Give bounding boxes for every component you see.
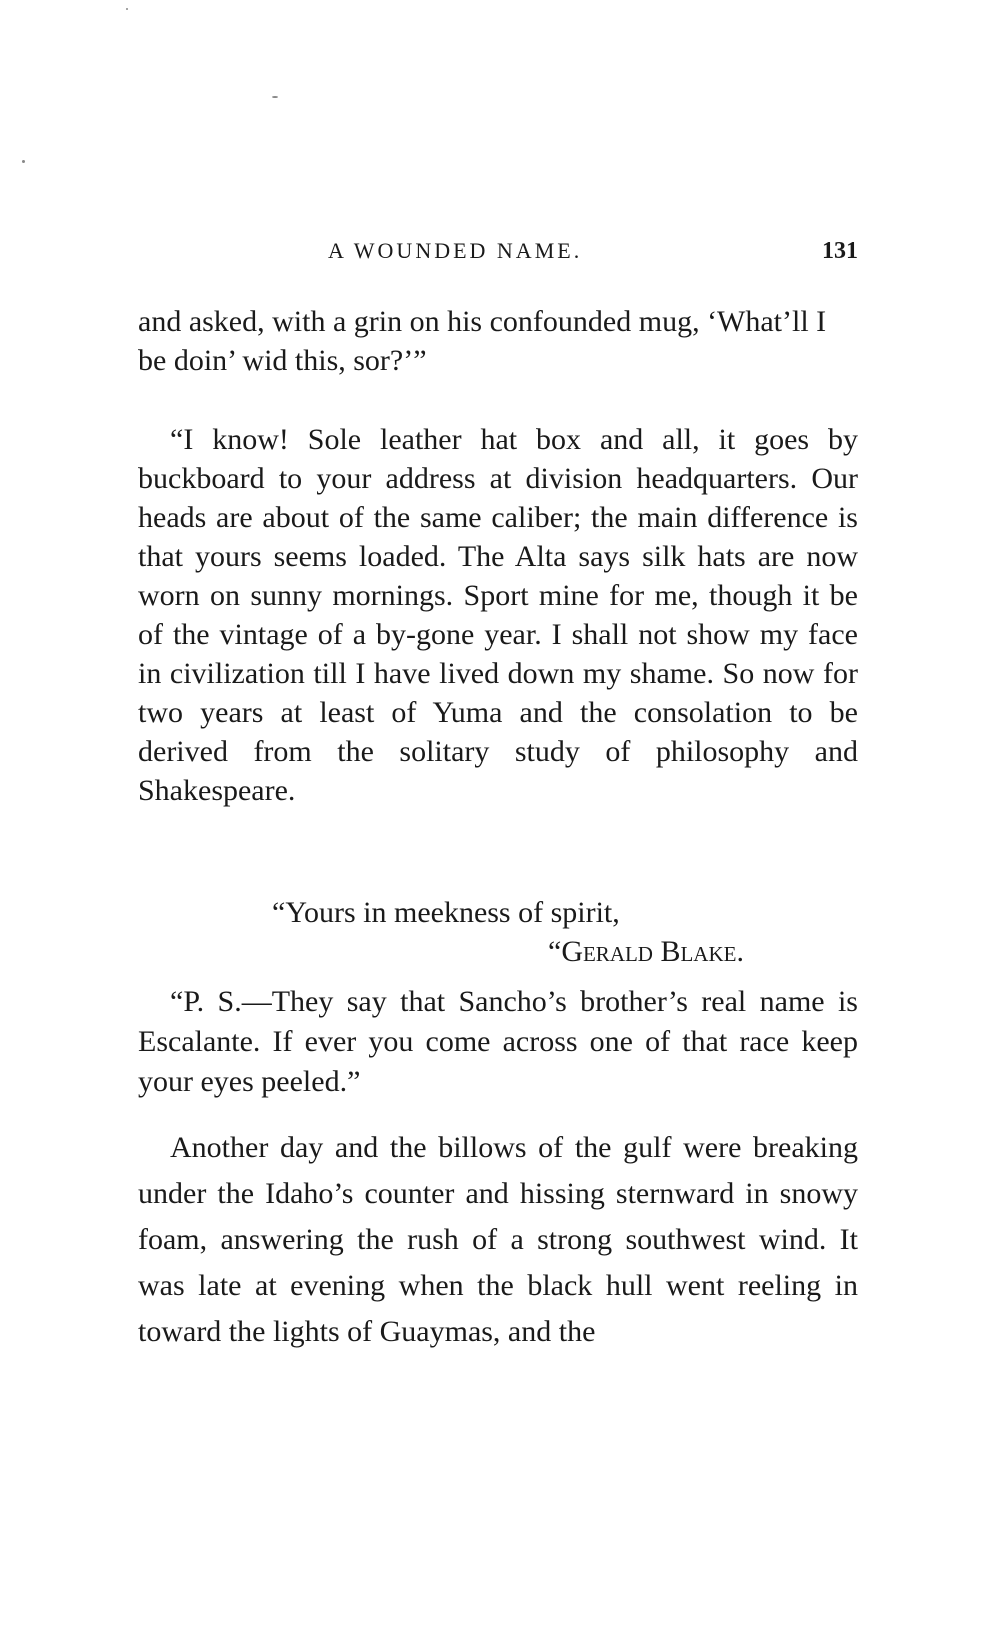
paragraph-continuation: and asked, with a grin on his confounded mug, ‘What’ll I be doin’ wid this, sor?’”: [138, 305, 827, 377]
page-header: [138, 238, 858, 278]
print-speck: [272, 96, 278, 98]
page-number: 131: [822, 238, 858, 264]
print-speck: [126, 8, 128, 10]
postscript: “P. S.—They say that Sancho’s brother’s real name is Escalante. If ever you come across one of that race keep your eyes peeled.”: [138, 985, 858, 1098]
running-title: A WOUNDED NAME.: [328, 238, 583, 263]
letter-closing: “Yours in meekness of spirit,: [272, 896, 620, 929]
narrative-paragraph: Another day and the billows of the gulf were breaking under the Idaho’s counter and hissing sternward in snowy foam, answering the rush of a strong southwest wind. It was late at evening when the black hull went reeling in toward the lights of Guaymas, and the: [138, 1131, 858, 1348]
print-speck: [22, 160, 25, 163]
paragraph-letter-body: “I know! Sole leather hat box and all, it goes by buckboard to your address at division headquarters. Our heads are about of the same caliber; the main difference is that yours seems loaded. The Alta says silk hats are now worn on sunny mornings. Sport mine for me, though it be of the vintage of a by-gone year. I shall not show my face in civilization till I have lived down my shame. So now for two years at least of Yuma and the consolation to be derived from the solitary study of philosophy and Shakespeare.: [138, 423, 858, 807]
letter-signature: “Gerald Blake.: [548, 935, 744, 968]
